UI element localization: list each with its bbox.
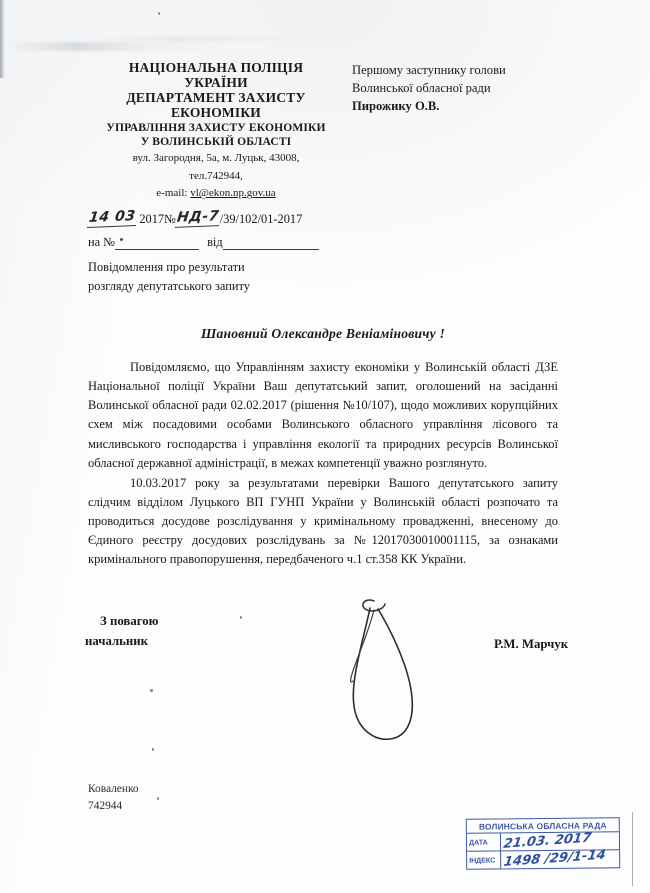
handwritten-signature-icon [330,598,470,743]
incoming-date-blank [223,236,319,250]
letterhead-line-5: УПРАВЛІННЯ ЗАХИСТУ ЕКОНОМІКИ [106,121,326,135]
signature-closing-block [85,612,159,652]
salutation: Шановний Олександре Веніаміновичу ! [201,326,445,341]
letterhead [82,60,350,201]
addressee-block [352,62,602,116]
reference-handwritten-date: 14 03 [87,208,139,228]
scan-speck [157,797,159,800]
stamp-title: ВОЛИНСЬКА ОБЛАСНА РАДА [467,818,619,834]
letterhead-phone: тел.742944, [189,169,243,182]
letterhead-line-1: НАЦІОНАЛЬНА ПОЛІЦІЯ [128,60,304,75]
body-paragraph-2: 10.03.2017 року за результатами перевірки Вашого депутатського запиту слідчим відділом Луцького ВП ГУНП України у Волинській області розпочато та проводиться досудове розслідування у кримінальному провадженні, внесеному до Єдиного реєстру досудових розслідувань за №12017030010001115, за ознаками кримінального правопорушення, передбаченого ч.1 ст.358 КК України. [88,475,558,567]
reference-incoming-row [88,232,319,250]
letterhead-address: вул. Загородня, 5а, м. Луцьк, 43008, [132,152,300,165]
letterhead-line-3: ДЕПАРТАМЕНТ ЗАХИСТУ [126,90,306,106]
letterhead-line-6: У ВОЛИНСЬКІЙ ОБЛАСТІ [140,135,292,149]
scan-streak-artifact [6,42,216,51]
scan-streak-artifact-secondary [90,36,350,41]
addressee-name: Пирожику О.В. [352,98,440,113]
scan-edge-artifact [0,0,5,78]
email-address: vl@ekon.np.gov.ua [190,187,276,200]
registration-stamp [466,817,621,870]
reference-number-symbol: № [164,212,176,226]
subject-line-1: Повідомлення про результати [88,260,245,274]
reference-printed-index: /39/102/01-2017 [219,212,303,226]
stamp-index-value: 1498 /29/1-14 [502,847,607,870]
letter-body [88,358,558,569]
stamp-index-row [467,849,619,869]
scan-speck [158,12,160,15]
scan-speck [152,748,154,751]
reference-handwritten-index: НД-7 [175,208,221,228]
incoming-number-label: на № [88,235,116,249]
letterhead-email-line [82,186,350,201]
addressee-line-1: Першому заступнику голови [352,63,506,77]
letterhead-line-4: ЕКОНОМІКИ [170,105,262,121]
signer-name: Р.М. Марчук [494,637,569,651]
signature-closing: З повагою [100,614,159,628]
scan-speck [150,689,153,692]
addressee-line-2: Волинської обласної ради [352,80,491,95]
stamp-index-label: ІНДЕКС [467,851,501,868]
email-label: e-mail: [156,187,188,200]
stamp-date-label: ДАТА [467,833,501,850]
scan-edge-artifact-right [632,812,633,886]
reference-printed-year: 2017 [139,212,165,226]
stamp-date-value: 21.03. 2017 [502,830,593,852]
reference-block [88,208,319,250]
executor-block [88,781,139,815]
incoming-date-label: від [207,235,223,249]
scan-speck [240,616,242,619]
signature-position: начальник [85,633,149,648]
body-paragraph-1: Повідомляємо, що Управлінням захисту економіки у Волинській області ДЗЕ Національної поліції України Ваш депутатський запит, оголошений на засіданні Волинської обласної ради 02.02.2017 (рішення №10/107), щодо можливих корупційних схем між посадовими особами Волинського обласного управління лісового та мисливського господарства і управління екології та природних ресурсів Волинської обласної державної адміністрації, в межах компетенції уважно розглянуто. [88,360,558,470]
executor-name: Коваленко [88,783,139,795]
subject-block [88,258,250,296]
letterhead-line-2: УКРАЇНИ [184,75,248,91]
incoming-number-blank [115,236,199,250]
executor-phone: 742944 [88,800,123,813]
reference-outgoing-row [88,208,319,227]
subject-line-2: розгляду депутатського запиту [88,279,250,294]
